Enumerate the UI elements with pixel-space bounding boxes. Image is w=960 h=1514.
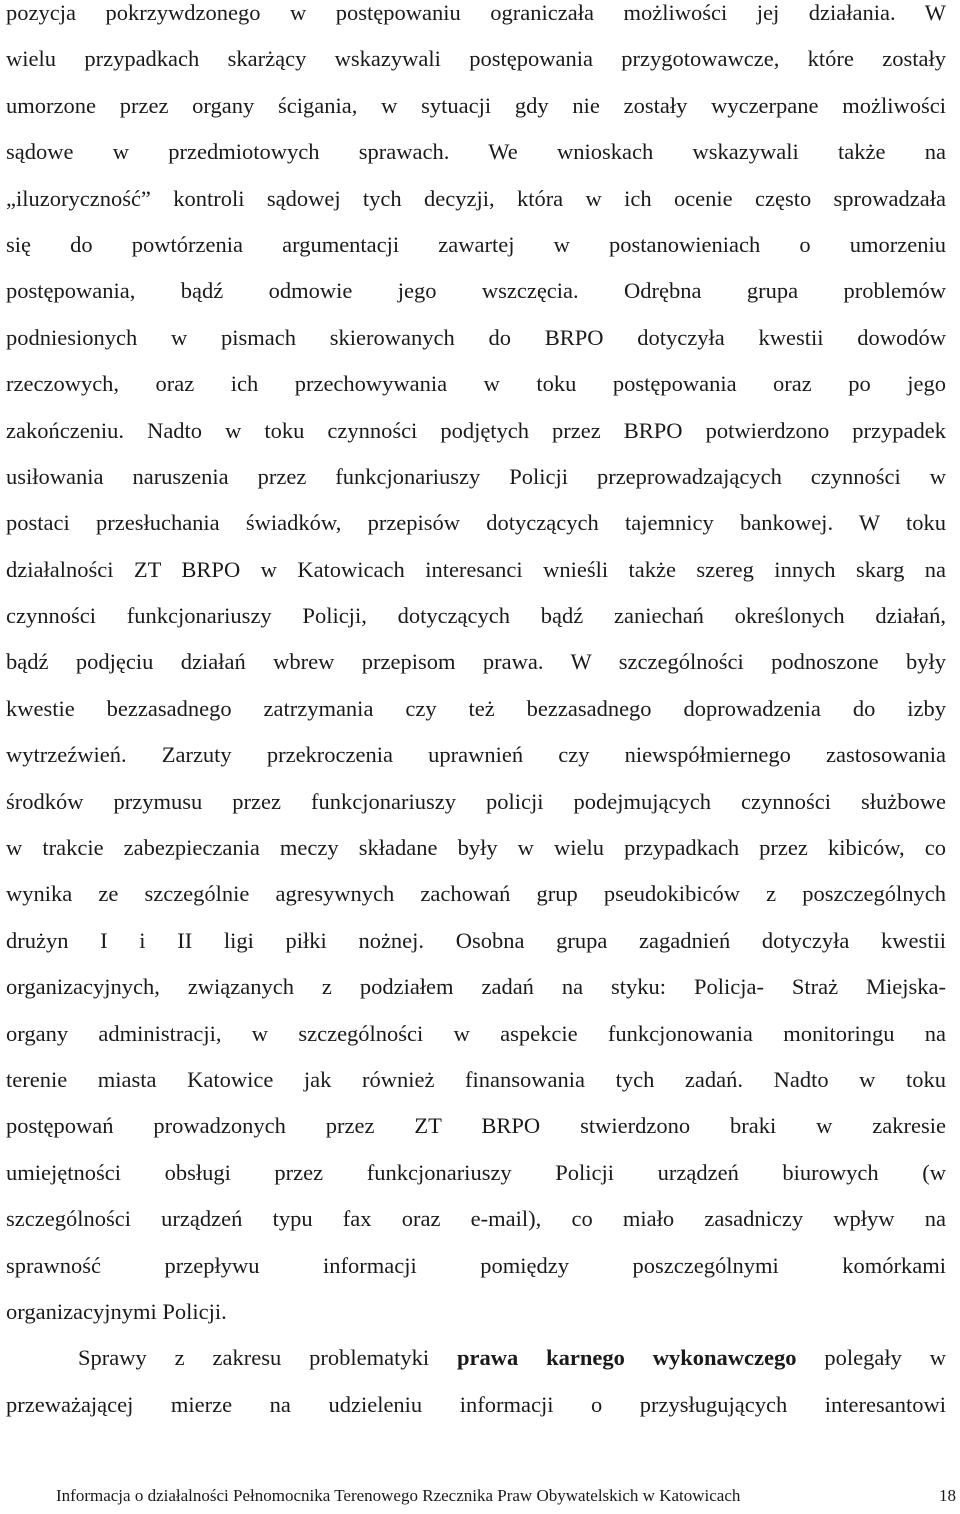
text-line: sprawność przepływu informacji pomiędzy poszczególnymi komórkami xyxy=(6,1252,946,1278)
text-line: wytrzeźwień. Zarzuty przekroczenia uprawnień czy niewspółmiernego zastosowania xyxy=(6,742,946,768)
text-line: drużyn I i II ligi piłki nożnej. Osobna grupa zagadnień dotyczyła kwestii xyxy=(6,927,946,953)
text-line: umorzone przez organy ścigania, w sytuacji gdy nie zostały wyczerpane możliwości xyxy=(6,92,946,118)
text-line: „iluzoryczność” kontroli sądowej tych decyzji, która w ich ocenie często sprowadzała xyxy=(6,185,946,211)
text-line: wielu przypadkach skarżący wskazywali postępowania przygotowawcze, które zostały xyxy=(6,46,946,72)
text-line: postępowania, bądź odmowie jego wszczęcia. Odrębna grupa problemów xyxy=(6,278,946,304)
text-line: postaci przesłuchania świadków, przepisów dotyczących tajemnicy bankowej. W toku xyxy=(6,510,946,536)
text-line: środków przymusu przez funkcjonariuszy policji podejmujących czynności służbowe xyxy=(6,788,946,814)
text-line: usiłowania naruszenia przez funkcjonariuszy Policji przeprowadzających czynności w xyxy=(6,463,946,489)
page-footer xyxy=(56,1486,956,1506)
document-body xyxy=(6,0,946,1428)
text-line: postępowań prowadzonych przez ZT BRPO stwierdzono braki w zakresie xyxy=(6,1113,946,1139)
text-line: organy administracji, w szczególności w aspekcie funkcjonowania monitoringu na xyxy=(6,1020,946,1046)
text-line: szczególności urządzeń typu fax oraz e-mail), co miało zasadniczy wpływ na xyxy=(6,1206,946,1232)
text-line: działalności ZT BRPO w Katowicach interesanci wnieśli także szereg innych skarg na xyxy=(6,556,946,582)
text-span: Sprawy z zakresu problematyki xyxy=(78,1345,457,1371)
text-span: polegały w xyxy=(796,1345,946,1371)
text-line: kwestie bezzasadnego zatrzymania czy też bezzasadnego doprowadzenia do izby xyxy=(6,695,946,721)
paragraph-2-line-1 xyxy=(6,1335,946,1381)
text-line: podniesionych w pismach skierowanych do BRPO dotyczyła kwestii dowodów xyxy=(6,324,946,350)
paragraph-2-line-2: przeważającej mierze na udzieleniu informacji o przysługujących interesantowi xyxy=(6,1391,946,1417)
text-line: sądowe w przedmiotowych sprawach. We wnioskach wskazywali także na xyxy=(6,139,946,165)
text-line: czynności funkcjonariuszy Policji, dotyczących bądź zaniechań określonych działań, xyxy=(6,603,946,629)
text-line: pozycja pokrzywdzonego w postępowaniu ograniczała możliwości jej działania. W xyxy=(6,0,946,25)
text-line: rzeczowych, oraz ich przechowywania w toku postępowania oraz po jego xyxy=(6,371,946,397)
text-line: zakończeniu. Nadto w toku czynności podjętych przez BRPO potwierdzono przypadek xyxy=(6,417,946,443)
text-line: w trakcie zabezpieczania meczy składane były w wielu przypadkach przez kibiców, co xyxy=(6,835,946,861)
text-line: organizacyjnych, związanych z podziałem zadań na styku: Policja- Straż Miejska- xyxy=(6,974,946,1000)
text-line: wynika ze szczególnie agresywnych zachowań grup pseudokibiców z poszczególnych xyxy=(6,881,946,907)
page-number: 18 xyxy=(939,1486,956,1505)
text-line: się do powtórzenia argumentacji zawartej w postanowieniach o umorzeniu xyxy=(6,231,946,257)
text-line: organizacyjnymi Policji. xyxy=(6,1298,227,1324)
text-line: terenie miasta Katowice jak również finansowania tych zadań. Nadto w toku xyxy=(6,1066,946,1092)
text-line: umiejętności obsługi przez funkcjonariuszy Policji urządzeń biurowych (w xyxy=(6,1159,946,1185)
footer-text: Informacja o działalności Pełnomocnika Terenowego Rzecznika Praw Obywatelskich w Katowicach xyxy=(56,1486,741,1505)
text-line: bądź podjęciu działań wbrew przepisom prawa. W szczególności podnoszone były xyxy=(6,649,946,675)
bold-term: prawa karnego wykonawczego xyxy=(456,1345,797,1371)
